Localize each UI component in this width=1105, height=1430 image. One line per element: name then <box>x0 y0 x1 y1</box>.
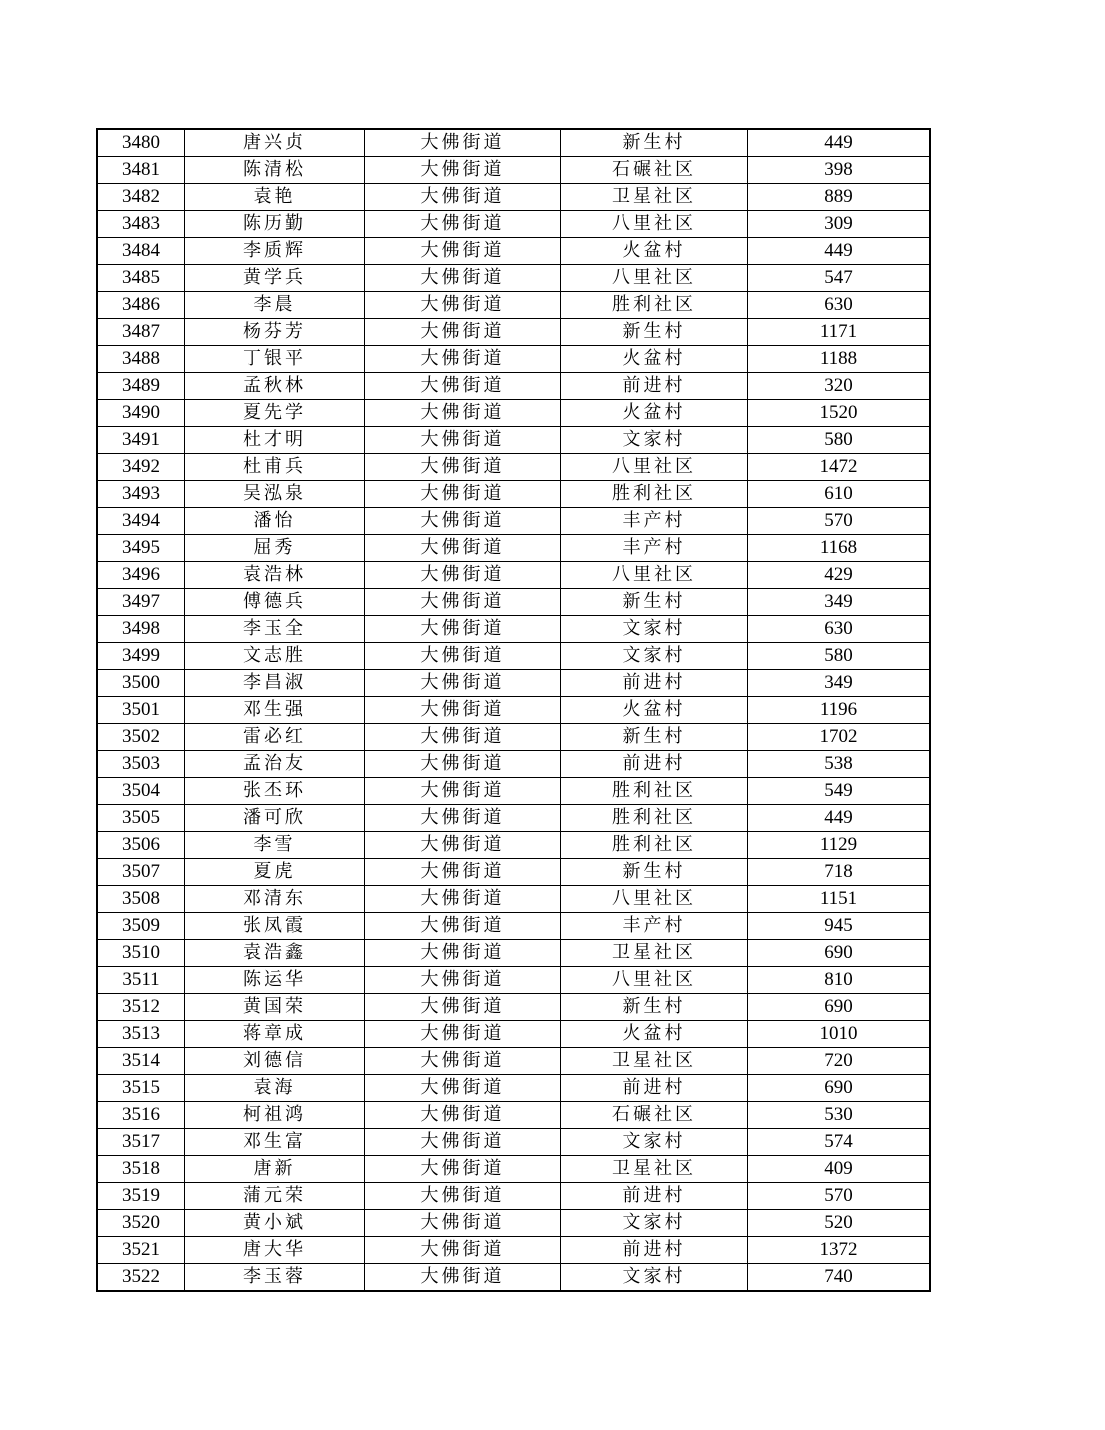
row-id-cell: 3498 <box>98 616 185 643</box>
table-row <box>98 535 930 562</box>
table-row <box>98 157 930 184</box>
street-cell: 大佛街道 <box>365 319 561 346</box>
table-row <box>98 913 930 940</box>
row-id-cell: 3486 <box>98 292 185 319</box>
community-cell: 新生村 <box>561 130 748 157</box>
row-id-cell: 3515 <box>98 1075 185 1102</box>
amount-cell: 610 <box>748 481 930 508</box>
community-cell: 火盆村 <box>561 400 748 427</box>
community-cell: 新生村 <box>561 589 748 616</box>
table-row <box>98 319 930 346</box>
table-row <box>98 832 930 859</box>
table-row <box>98 1210 930 1237</box>
street-cell: 大佛街道 <box>365 562 561 589</box>
amount-cell: 449 <box>748 805 930 832</box>
community-cell: 前进村 <box>561 751 748 778</box>
amount-cell: 720 <box>748 1048 930 1075</box>
amount-cell: 549 <box>748 778 930 805</box>
row-id-cell: 3501 <box>98 697 185 724</box>
street-cell: 大佛街道 <box>365 940 561 967</box>
community-cell: 卫星社区 <box>561 1156 748 1183</box>
community-cell: 八里社区 <box>561 562 748 589</box>
table-row <box>98 967 930 994</box>
street-cell: 大佛街道 <box>365 454 561 481</box>
amount-cell: 690 <box>748 994 930 1021</box>
amount-cell: 1168 <box>748 535 930 562</box>
amount-cell: 349 <box>748 589 930 616</box>
street-cell: 大佛街道 <box>365 832 561 859</box>
amount-cell: 398 <box>748 157 930 184</box>
street-cell: 大佛街道 <box>365 211 561 238</box>
row-id-cell: 3521 <box>98 1237 185 1264</box>
row-id-cell: 3487 <box>98 319 185 346</box>
community-cell: 火盆村 <box>561 1021 748 1048</box>
row-id-cell: 3492 <box>98 454 185 481</box>
row-id-cell: 3495 <box>98 535 185 562</box>
table-row <box>98 292 930 319</box>
name-cell: 潘怡 <box>185 508 365 535</box>
name-cell: 陈清松 <box>185 157 365 184</box>
table-row <box>98 481 930 508</box>
community-cell: 胜利社区 <box>561 805 748 832</box>
row-id-cell: 3483 <box>98 211 185 238</box>
row-id-cell: 3517 <box>98 1129 185 1156</box>
community-cell: 火盆村 <box>561 238 748 265</box>
street-cell: 大佛街道 <box>365 697 561 724</box>
name-cell: 李质辉 <box>185 238 365 265</box>
community-cell: 胜利社区 <box>561 778 748 805</box>
name-cell: 黄国荣 <box>185 994 365 1021</box>
name-cell: 杜才明 <box>185 427 365 454</box>
row-id-cell: 3504 <box>98 778 185 805</box>
community-cell: 新生村 <box>561 994 748 1021</box>
table-row <box>98 265 930 292</box>
community-cell: 文家村 <box>561 643 748 670</box>
amount-cell: 570 <box>748 1183 930 1210</box>
community-cell: 胜利社区 <box>561 481 748 508</box>
row-id-cell: 3509 <box>98 913 185 940</box>
street-cell: 大佛街道 <box>365 1210 561 1237</box>
row-id-cell: 3513 <box>98 1021 185 1048</box>
name-cell: 邓清东 <box>185 886 365 913</box>
name-cell: 邓生强 <box>185 697 365 724</box>
community-cell: 前进村 <box>561 670 748 697</box>
table-row <box>98 589 930 616</box>
table-row <box>98 1102 930 1129</box>
name-cell: 柯祖鸿 <box>185 1102 365 1129</box>
street-cell: 大佛街道 <box>365 1129 561 1156</box>
street-cell: 大佛街道 <box>365 346 561 373</box>
amount-cell: 547 <box>748 265 930 292</box>
row-id-cell: 3480 <box>98 130 185 157</box>
amount-cell: 309 <box>748 211 930 238</box>
street-cell: 大佛街道 <box>365 535 561 562</box>
table-row <box>98 373 930 400</box>
amount-cell: 449 <box>748 130 930 157</box>
community-cell: 火盆村 <box>561 697 748 724</box>
row-id-cell: 3510 <box>98 940 185 967</box>
community-cell: 丰产村 <box>561 913 748 940</box>
amount-cell: 810 <box>748 967 930 994</box>
amount-cell: 520 <box>748 1210 930 1237</box>
table-row <box>98 454 930 481</box>
table-row <box>98 1237 930 1264</box>
community-cell: 胜利社区 <box>561 292 748 319</box>
table-row <box>98 886 930 913</box>
community-cell: 八里社区 <box>561 886 748 913</box>
community-cell: 八里社区 <box>561 211 748 238</box>
street-cell: 大佛街道 <box>365 886 561 913</box>
amount-cell: 1702 <box>748 724 930 751</box>
row-id-cell: 3489 <box>98 373 185 400</box>
table-row <box>98 346 930 373</box>
community-cell: 新生村 <box>561 859 748 886</box>
name-cell: 李玉蓉 <box>185 1264 365 1291</box>
amount-cell: 570 <box>748 508 930 535</box>
name-cell: 李昌淑 <box>185 670 365 697</box>
row-id-cell: 3506 <box>98 832 185 859</box>
table-row <box>98 1264 930 1291</box>
table-row <box>98 994 930 1021</box>
community-cell: 卫星社区 <box>561 940 748 967</box>
community-cell: 石碾社区 <box>561 1102 748 1129</box>
row-id-cell: 3488 <box>98 346 185 373</box>
row-id-cell: 3482 <box>98 184 185 211</box>
row-id-cell: 3500 <box>98 670 185 697</box>
name-cell: 唐大华 <box>185 1237 365 1264</box>
table-row <box>98 1183 930 1210</box>
street-cell: 大佛街道 <box>365 913 561 940</box>
amount-cell: 1188 <box>748 346 930 373</box>
community-cell: 新生村 <box>561 724 748 751</box>
amount-cell: 740 <box>748 1264 930 1291</box>
amount-cell: 349 <box>748 670 930 697</box>
street-cell: 大佛街道 <box>365 157 561 184</box>
name-cell: 唐兴贞 <box>185 130 365 157</box>
community-cell: 文家村 <box>561 616 748 643</box>
amount-cell: 630 <box>748 616 930 643</box>
street-cell: 大佛街道 <box>365 778 561 805</box>
row-id-cell: 3496 <box>98 562 185 589</box>
street-cell: 大佛街道 <box>365 400 561 427</box>
community-cell: 八里社区 <box>561 967 748 994</box>
amount-cell: 429 <box>748 562 930 589</box>
community-cell: 丰产村 <box>561 535 748 562</box>
name-cell: 夏先学 <box>185 400 365 427</box>
amount-cell: 1010 <box>748 1021 930 1048</box>
table-row <box>98 562 930 589</box>
amount-cell: 1196 <box>748 697 930 724</box>
community-cell: 丰产村 <box>561 508 748 535</box>
row-id-cell: 3484 <box>98 238 185 265</box>
name-cell: 陈历勤 <box>185 211 365 238</box>
community-cell: 前进村 <box>561 373 748 400</box>
row-id-cell: 3516 <box>98 1102 185 1129</box>
street-cell: 大佛街道 <box>365 373 561 400</box>
street-cell: 大佛街道 <box>365 1021 561 1048</box>
table-row <box>98 1156 930 1183</box>
street-cell: 大佛街道 <box>365 130 561 157</box>
table-row <box>98 508 930 535</box>
amount-cell: 449 <box>748 238 930 265</box>
amount-cell: 538 <box>748 751 930 778</box>
amount-cell: 580 <box>748 643 930 670</box>
name-cell: 文志胜 <box>185 643 365 670</box>
street-cell: 大佛街道 <box>365 589 561 616</box>
row-id-cell: 3514 <box>98 1048 185 1075</box>
table-row <box>98 724 930 751</box>
table-row <box>98 184 930 211</box>
amount-cell: 630 <box>748 292 930 319</box>
records-body <box>98 130 930 1291</box>
street-cell: 大佛街道 <box>365 994 561 1021</box>
row-id-cell: 3481 <box>98 157 185 184</box>
amount-cell: 320 <box>748 373 930 400</box>
row-id-cell: 3497 <box>98 589 185 616</box>
street-cell: 大佛街道 <box>365 859 561 886</box>
name-cell: 袁艳 <box>185 184 365 211</box>
row-id-cell: 3503 <box>98 751 185 778</box>
amount-cell: 1171 <box>748 319 930 346</box>
street-cell: 大佛街道 <box>365 238 561 265</box>
table-row <box>98 697 930 724</box>
street-cell: 大佛街道 <box>365 184 561 211</box>
street-cell: 大佛街道 <box>365 1237 561 1264</box>
name-cell: 李玉全 <box>185 616 365 643</box>
name-cell: 雷必红 <box>185 724 365 751</box>
street-cell: 大佛街道 <box>365 481 561 508</box>
row-id-cell: 3505 <box>98 805 185 832</box>
street-cell: 大佛街道 <box>365 1264 561 1291</box>
table-row <box>98 670 930 697</box>
community-cell: 前进村 <box>561 1237 748 1264</box>
community-cell: 八里社区 <box>561 454 748 481</box>
table-row <box>98 238 930 265</box>
row-id-cell: 3499 <box>98 643 185 670</box>
amount-cell: 889 <box>748 184 930 211</box>
amount-cell: 409 <box>748 1156 930 1183</box>
street-cell: 大佛街道 <box>365 1048 561 1075</box>
row-id-cell: 3502 <box>98 724 185 751</box>
street-cell: 大佛街道 <box>365 1156 561 1183</box>
community-cell: 前进村 <box>561 1183 748 1210</box>
name-cell: 蒋章成 <box>185 1021 365 1048</box>
table-row <box>98 643 930 670</box>
table-row <box>98 805 930 832</box>
name-cell: 吴泓泉 <box>185 481 365 508</box>
name-cell: 袁海 <box>185 1075 365 1102</box>
street-cell: 大佛街道 <box>365 265 561 292</box>
row-id-cell: 3512 <box>98 994 185 1021</box>
community-cell: 文家村 <box>561 1129 748 1156</box>
name-cell: 邓生富 <box>185 1129 365 1156</box>
amount-cell: 1372 <box>748 1237 930 1264</box>
table-row <box>98 211 930 238</box>
name-cell: 蒲元荣 <box>185 1183 365 1210</box>
name-cell: 李雪 <box>185 832 365 859</box>
row-id-cell: 3520 <box>98 1210 185 1237</box>
name-cell: 屈秀 <box>185 535 365 562</box>
amount-cell: 690 <box>748 1075 930 1102</box>
street-cell: 大佛街道 <box>365 967 561 994</box>
name-cell: 杨芬芳 <box>185 319 365 346</box>
records-table <box>97 129 930 1291</box>
amount-cell: 690 <box>748 940 930 967</box>
community-cell: 文家村 <box>561 427 748 454</box>
table-row <box>98 940 930 967</box>
row-id-cell: 3507 <box>98 859 185 886</box>
table-row <box>98 1129 930 1156</box>
row-id-cell: 3491 <box>98 427 185 454</box>
community-cell: 文家村 <box>561 1210 748 1237</box>
community-cell: 文家村 <box>561 1264 748 1291</box>
amount-cell: 718 <box>748 859 930 886</box>
row-id-cell: 3522 <box>98 1264 185 1291</box>
amount-cell: 945 <box>748 913 930 940</box>
table-row <box>98 130 930 157</box>
name-cell: 丁银平 <box>185 346 365 373</box>
street-cell: 大佛街道 <box>365 751 561 778</box>
community-cell: 卫星社区 <box>561 184 748 211</box>
name-cell: 潘可欣 <box>185 805 365 832</box>
table-row <box>98 1048 930 1075</box>
name-cell: 李晨 <box>185 292 365 319</box>
community-cell: 八里社区 <box>561 265 748 292</box>
street-cell: 大佛街道 <box>365 1183 561 1210</box>
street-cell: 大佛街道 <box>365 508 561 535</box>
table-row <box>98 1075 930 1102</box>
amount-cell: 1472 <box>748 454 930 481</box>
street-cell: 大佛街道 <box>365 427 561 454</box>
name-cell: 杜甫兵 <box>185 454 365 481</box>
name-cell: 孟秋林 <box>185 373 365 400</box>
table-row <box>98 616 930 643</box>
amount-cell: 580 <box>748 427 930 454</box>
street-cell: 大佛街道 <box>365 292 561 319</box>
community-cell: 石碾社区 <box>561 157 748 184</box>
table-row <box>98 400 930 427</box>
community-cell: 卫星社区 <box>561 1048 748 1075</box>
row-id-cell: 3485 <box>98 265 185 292</box>
row-id-cell: 3511 <box>98 967 185 994</box>
name-cell: 黄小斌 <box>185 1210 365 1237</box>
street-cell: 大佛街道 <box>365 643 561 670</box>
table-row <box>98 1021 930 1048</box>
row-id-cell: 3494 <box>98 508 185 535</box>
table-row <box>98 427 930 454</box>
community-cell: 新生村 <box>561 319 748 346</box>
community-cell: 前进村 <box>561 1075 748 1102</box>
street-cell: 大佛街道 <box>365 670 561 697</box>
community-cell: 胜利社区 <box>561 832 748 859</box>
amount-cell: 574 <box>748 1129 930 1156</box>
name-cell: 袁浩鑫 <box>185 940 365 967</box>
name-cell: 张丕环 <box>185 778 365 805</box>
name-cell: 唐新 <box>185 1156 365 1183</box>
amount-cell: 1520 <box>748 400 930 427</box>
name-cell: 陈运华 <box>185 967 365 994</box>
street-cell: 大佛街道 <box>365 616 561 643</box>
row-id-cell: 3508 <box>98 886 185 913</box>
name-cell: 夏虎 <box>185 859 365 886</box>
row-id-cell: 3493 <box>98 481 185 508</box>
community-cell: 火盆村 <box>561 346 748 373</box>
name-cell: 袁浩林 <box>185 562 365 589</box>
street-cell: 大佛街道 <box>365 1102 561 1129</box>
street-cell: 大佛街道 <box>365 805 561 832</box>
street-cell: 大佛街道 <box>365 1075 561 1102</box>
name-cell: 张凤霞 <box>185 913 365 940</box>
row-id-cell: 3518 <box>98 1156 185 1183</box>
street-cell: 大佛街道 <box>365 724 561 751</box>
name-cell: 傅德兵 <box>185 589 365 616</box>
row-id-cell: 3519 <box>98 1183 185 1210</box>
name-cell: 黄学兵 <box>185 265 365 292</box>
name-cell: 刘德信 <box>185 1048 365 1075</box>
amount-cell: 530 <box>748 1102 930 1129</box>
table-row <box>98 859 930 886</box>
name-cell: 孟治友 <box>185 751 365 778</box>
row-id-cell: 3490 <box>98 400 185 427</box>
amount-cell: 1151 <box>748 886 930 913</box>
amount-cell: 1129 <box>748 832 930 859</box>
table-row <box>98 778 930 805</box>
table-row <box>98 751 930 778</box>
